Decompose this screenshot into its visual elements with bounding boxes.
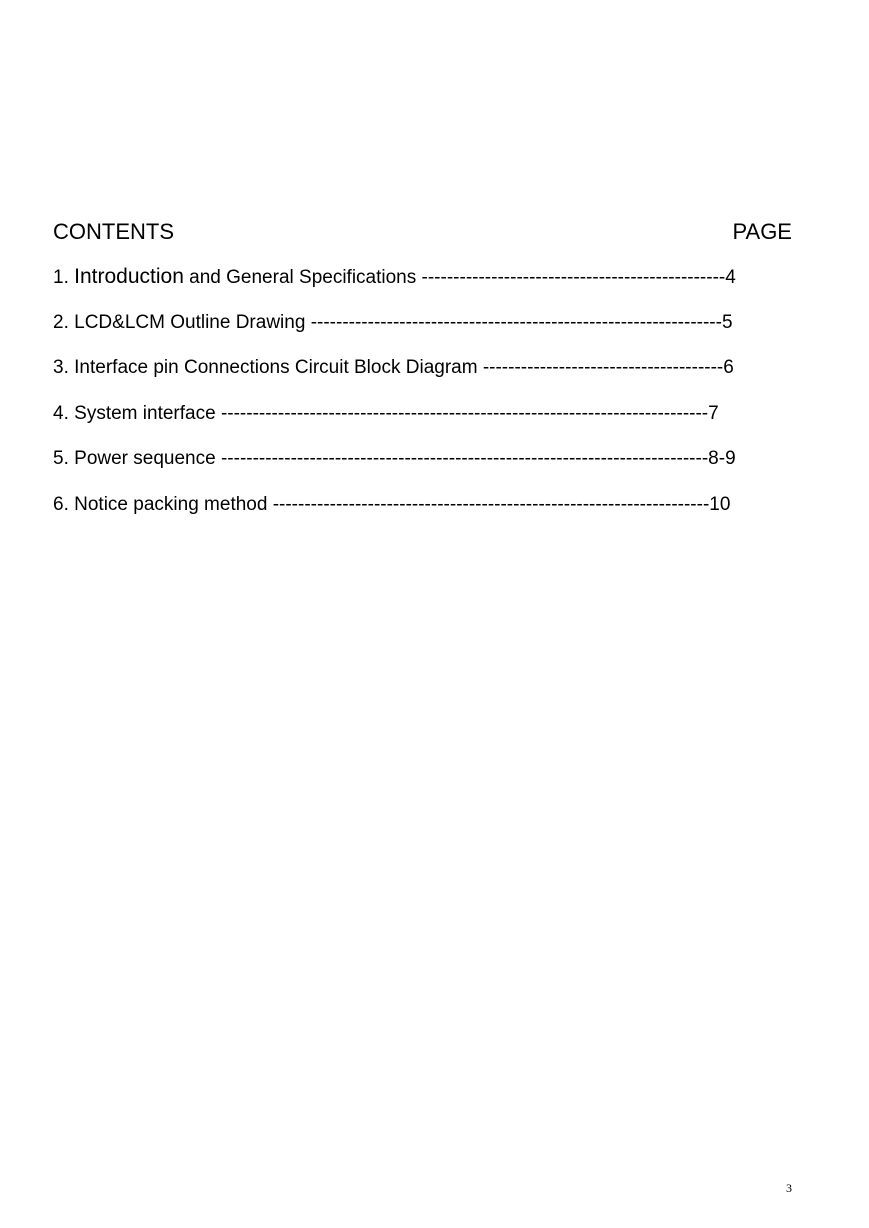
toc-entry-number: 6. xyxy=(53,493,69,515)
toc-entry-page: 4 xyxy=(725,267,736,288)
toc-entry-leader: --------------------------------------------------------------------- xyxy=(272,493,710,515)
toc-entry xyxy=(53,446,853,492)
toc-entry xyxy=(53,355,853,401)
toc-list xyxy=(53,264,853,537)
toc-entry-title-rest: packing method xyxy=(128,493,273,515)
toc-entry-first-word: Introduction xyxy=(74,265,184,288)
page-column-title: PAGE xyxy=(732,219,792,244)
toc-entry-title-rest: and General Specifications xyxy=(183,267,422,288)
toc-entry-leader: ----------------------------------------------------------------------------- xyxy=(220,402,709,424)
toc-entry-page: 7 xyxy=(708,402,719,424)
toc-entry-leader: -------------------------------------- xyxy=(482,357,724,378)
contents-title: CONTENTS xyxy=(53,219,174,244)
toc-entry-number: 4. xyxy=(53,402,69,424)
toc-entry-first-word: Notice xyxy=(74,493,128,515)
toc-entry-title-rest: sequence xyxy=(128,448,221,469)
toc-entry-page: 6 xyxy=(723,357,734,378)
toc-entry-number: 2. xyxy=(53,311,69,333)
toc-entry-page: 8-9 xyxy=(708,448,736,469)
toc-entry-leader: ----------------------------------------------------------------- xyxy=(310,311,722,333)
toc-entry-number: 3. xyxy=(53,357,69,378)
toc-entry xyxy=(53,492,853,538)
toc-entry-title-rest: interface xyxy=(137,402,221,424)
toc-entry-first-word: Power xyxy=(74,448,128,469)
toc-entry-leader: ------------------------------------------------ xyxy=(421,267,726,288)
toc-entry xyxy=(53,264,853,310)
toc-entry-title-rest: Outline Drawing xyxy=(164,311,311,333)
toc-entry-page: 10 xyxy=(709,493,731,515)
toc-entry-title-rest: pin Connections Circuit Block Diagram xyxy=(148,357,483,378)
toc-entry-first-word: LCD&LCM xyxy=(74,311,165,333)
toc-entry-page: 5 xyxy=(721,311,733,333)
toc-entry-number: 1. xyxy=(53,267,69,288)
toc-entry-first-word: System xyxy=(74,402,138,424)
toc-entry-first-word: Interface xyxy=(74,357,149,378)
toc-entry-leader: ----------------------------------------------------------------------------- xyxy=(220,448,709,469)
toc-entry-number: 5. xyxy=(53,448,69,469)
toc-entry xyxy=(53,401,853,447)
contents-header xyxy=(53,218,792,246)
page-number: 3 xyxy=(786,1181,792,1195)
toc-entry xyxy=(53,310,853,356)
